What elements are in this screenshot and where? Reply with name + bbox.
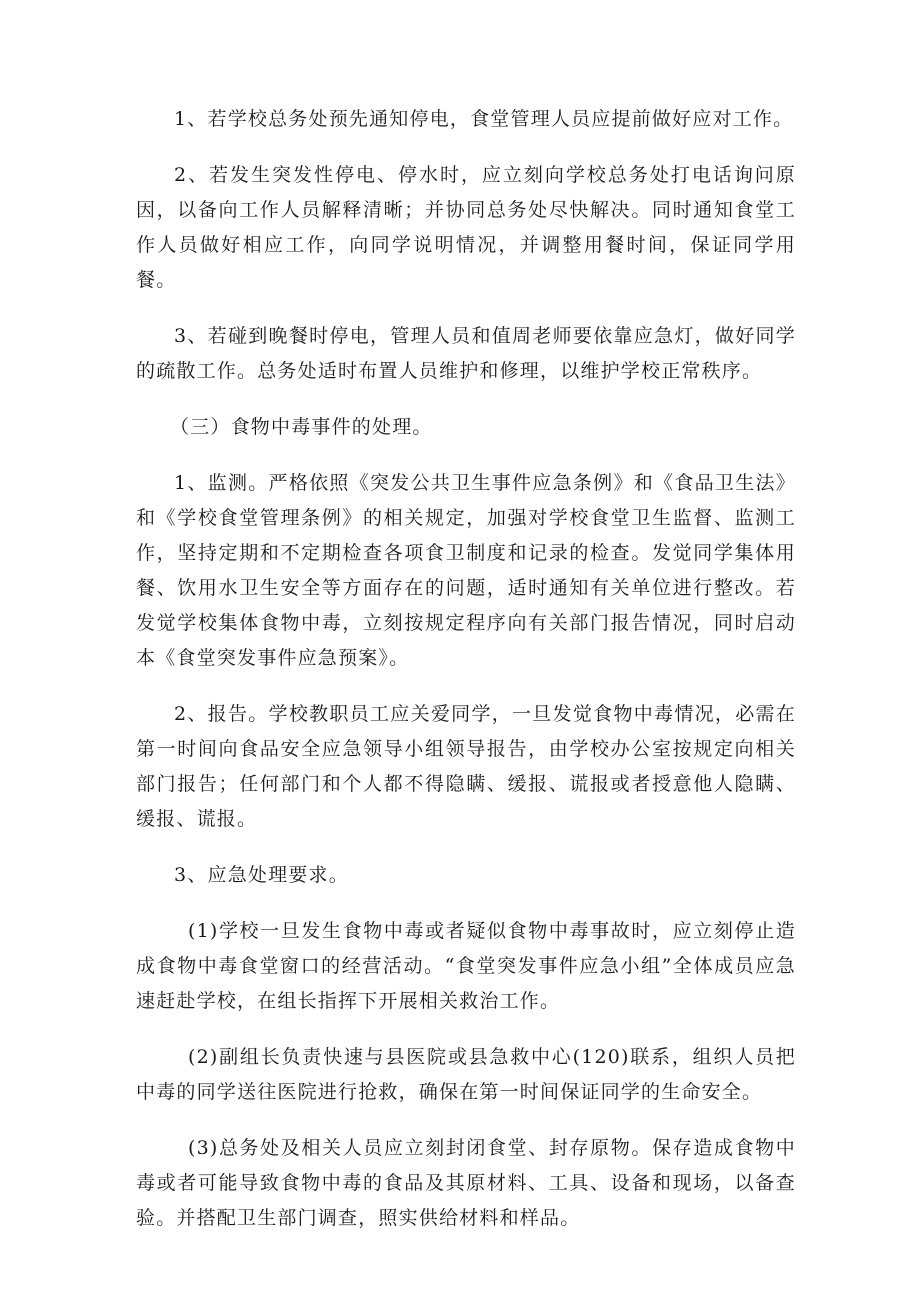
paragraph-reporting: 2、报告。学校教职员工应关爱同学，一旦发觉食物中毒情况，必需在第一时间向食品安全应急领导小组领导报告，由学校办公室按规定向相关部门报告；任何部门和个人都不得隐瞒、缓报、谎报或者授意他人隐瞒、缓报、谎报。 bbox=[136, 703, 796, 830]
paragraph-requirement-3: (3)总务处及相关人员应立刻封闭食堂、封存原物。保存造成食物中毒或者可能导致食物中毒的食品及其原材料、工具、设备和现场，以备查验。并搭配卫生部门调查，照实供给材料和样品。 bbox=[136, 1137, 796, 1229]
paragraph-requirement-2: (2)副组长负责快速与县医院或县急救中心(120)联系，组织人员把中毒的同学送往医院进行抢救，确保在第一时间保证同学的生命安全。 bbox=[136, 1046, 796, 1103]
paragraph-power-outage-notice: 1、若学校总务处预先通知停电，食堂管理人员应提前做好应对工作。 bbox=[174, 108, 794, 130]
paragraph-monitoring: 1、监测。严格依照《突发公共卫生事件应急条例》和《食品卫生法》和《学校食堂管理条例》的相关规定，加强对学校食堂卫生监督、监测工作，坚持定期和不定期检查各项食卫制度和记录的检查。发觉同学集体用餐、饮用水卫生安全等方面存在的问题，适时通知有关单位进行整改。若发觉学校集体食物中毒，立刻按规定程序向有关部门报告情况，同时启动本《食堂突发事件应急预案》。 bbox=[136, 472, 796, 669]
section-heading-food-poisoning: （三）食物中毒事件的处理。 bbox=[170, 416, 433, 438]
paragraph-sudden-outage: 2、若发生突发性停电、停水时，应立刻向学校总务处打电话询问原因，以备向工作人员解释清晰；并协同总务处尽快解决。同时通知食堂工作人员做好相应工作，向同学说明情况，并调整用餐时间，保证同学用餐。 bbox=[136, 164, 796, 291]
paragraph-emergency-requirements: 3、应急处理要求。 bbox=[174, 864, 349, 886]
document-body bbox=[136, 102, 796, 1257]
paragraph-requirement-1: (1)学校一旦发生食物中毒或者疑似食物中毒事故时，应立刻停止造成食物中毒食堂窗口的经营活动。“食堂突发事件应急小组”全体成员应急速赶赴学校，在组长指挥下开展相关救治工作。 bbox=[136, 920, 796, 1012]
paragraph-dinner-outage: 3、若碰到晚餐时停电，管理人员和值周老师要依靠应急灯，做好同学的疏散工作。总务处适时布置人员维护和修理，以维护学校正常秩序。 bbox=[136, 325, 796, 382]
